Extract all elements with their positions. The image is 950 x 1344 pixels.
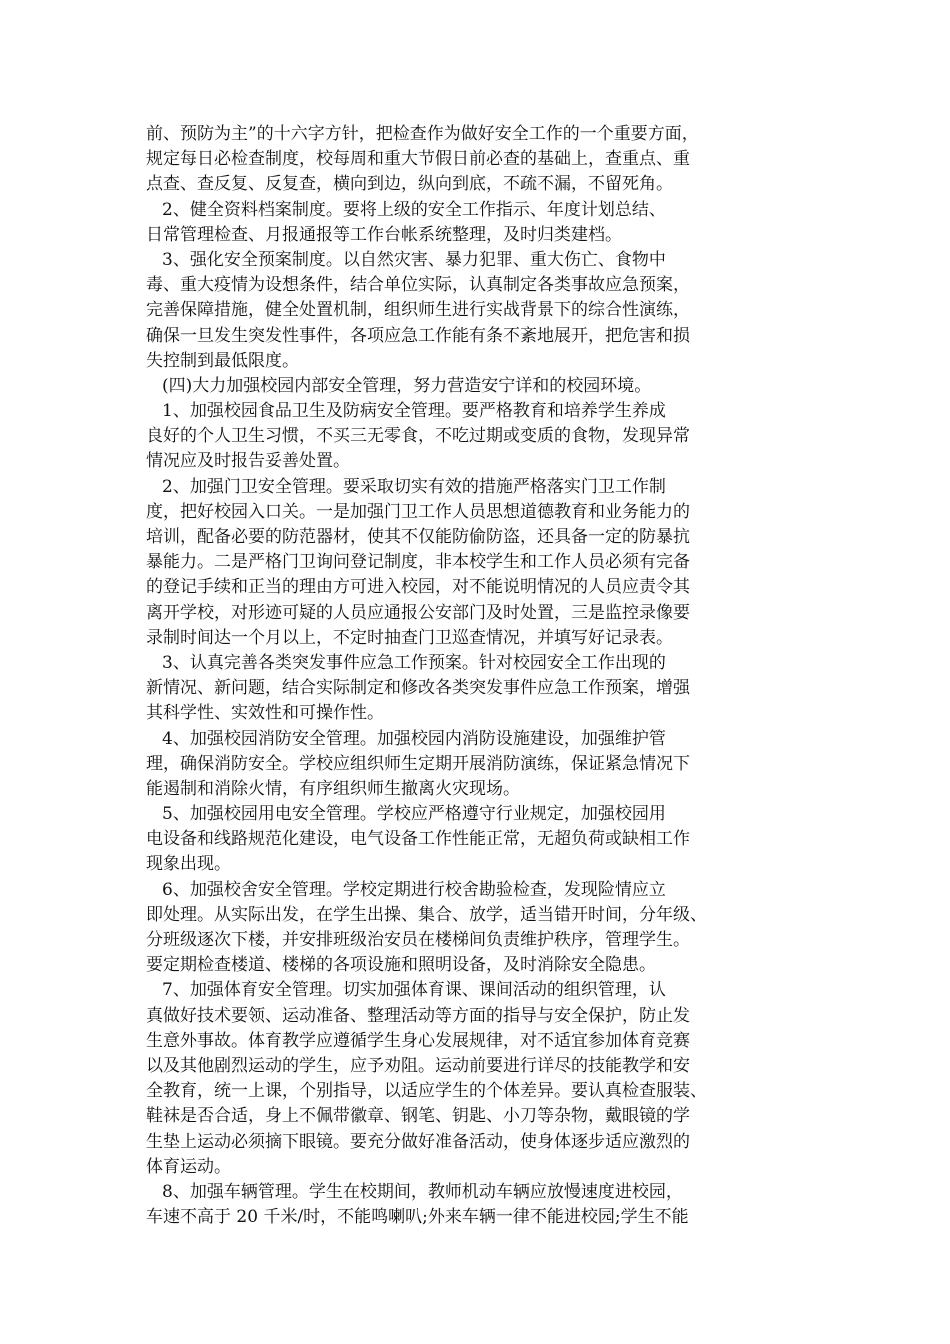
text-line: 8、加强车辆管理。学生在校期间，教师机动车辆应放慢速度进校园， [162,1181,683,1202]
text-line: 6、加强校舍安全管理。学校定期进行校舍勘验检查，发现险情应立 [162,879,666,900]
text-line: 3、认真完善各类突发事件应急工作预案。针对校园安全工作出现的 [162,652,666,673]
text-line: 真做好技术要领、运动准备、整理活动等方面的指导与安全保护，防止发 [146,1005,690,1026]
text-line: 完善保障措施，健全处置机制，组织师生进行实战背景下的综合性演练， [146,300,690,321]
document-body [146,122,786,1230]
text-line: 录制时间达一个月以上，不定时抽查门卫巡查情况，并填写好记录表。 [146,627,673,648]
text-line: 鞋袜是否合适，身上不佩带徽章、钢笔、钥匙、小刀等杂物，戴眼镜的学 [146,1106,690,1127]
text-line: 度，把好校园入口关。一是加强门卫工作人员思想道德教育和业务能力的 [146,501,690,522]
text-line: 2、加强门卫安全管理。要采取切实有效的措施严格落实门卫工作制 [162,476,666,497]
text-line: 离开学校，对形迹可疑的人员应通报公安部门及时处置，三是监控录像要 [146,602,690,623]
text-line: 良好的个人卫生习惯，不买三无零食，不吃过期或变质的食物，发现异常 [146,426,690,447]
text-line: 3、强化安全预案制度。以自然灾害、暴力犯罪、重大伤亡、食物中 [162,249,666,270]
text-line: 生垫上运动必须摘下眼镜。要充分做好准备活动，使身体逐步适应激烈的 [146,1131,690,1152]
text-line: 5、加强校园用电安全管理。学校应严格遵守行业规定，加强校园用 [162,804,666,825]
text-line: 以及其他剧烈运动的学生，应予劝阻。运动前要进行详尽的技能教学和安 [146,1055,690,1076]
text-line: 新情况、新问题，结合实际制定和修改各类突发事件应急工作预案，增强 [146,678,690,699]
text-line: 失控制到最低限度。 [146,350,299,371]
text-line: 培训，配备必要的防范器材，使其不仅能防偷防盗，还具备一定的防暴抗 [146,527,690,547]
text-line: 能遏制和消除火情，有序组织师生撤离火灾现场。 [146,778,520,799]
text-line: 2、健全资料档案制度。要将上级的安全工作指示、年度计划总结、 [162,199,666,220]
text-line: 即处理。从实际出发，在学生出操、集合、放学，适当错开时间，分年级、 [146,904,707,925]
text-line: 前、预防为主”的十六字方针，把检查作为做好安全工作的一个重要方面， [146,124,699,144]
text-line: 暴能力。二是严格门卫询问登记制度，非本校学生和工作人员必须有完备 [146,552,690,573]
text-line: 1、加强校园食品卫生及防病安全管理。要严格教育和培养学生养成 [162,401,666,422]
text-line: 分班级逐次下楼，并安排班级治安员在楼梯间负责维护秩序，管理学生。 [146,930,690,950]
text-line: 日常管理检查、月报通报等工作台帐系统整理，及时归类建档。 [146,224,622,245]
text-line: 确保一旦发生突发性事件，各项应急工作能有条不紊地展开，把危害和损 [146,325,690,346]
text-line: 的登记手续和正当的理由方可进入校园，对不能说明情况的人员应责令其 [146,577,690,598]
text-line: 7、加强体育安全管理。切实加强体育课、课间活动的组织管理，认 [162,980,666,1001]
text-line: 4、加强校园消防安全管理。加强校园内消防设施建设，加强维护管 [162,728,666,749]
text-line: 车速不高于 20 千米/时，不能鸣喇叭;外来车辆一律不能进校园;学生不能 [146,1207,689,1228]
text-line: 体育运动。 [146,1156,231,1177]
text-line: 点查、查反复、反复查，横向到边，纵向到底，不疏不漏，不留死角。 [146,174,673,195]
text-line: (四)大力加强校园内部安全管理，努力营造安宁详和的校园环境。 [162,375,652,396]
text-line: 现象出现。 [146,854,231,875]
text-line: 要定期检查楼道、楼梯的各项设施和照明设备，及时消除安全隐患。 [146,955,656,976]
text-line: 生意外事故。体育教学应遵循学生身心发展规律，对不适宜参加体育竞赛 [146,1030,690,1051]
text-line: 理，确保消防安全。学校应组织师生定期开展消防演练，保证紧急情况下 [146,753,690,774]
text-line: 情况应及时报告妥善处置。 [146,451,350,472]
text-line: 其科学性、实效性和可操作性。 [146,703,384,724]
text-line: 规定每日必检查制度，校每周和重大节假日前必查的基础上，查重点、重 [146,149,690,170]
text-line: 全教育，统一上课，个别指导，以适应学生的个体差异。要认真检查服装、 [146,1081,707,1102]
text-line: 电设备和线路规范化建设，电气设备工作性能正常，无超负荷或缺相工作 [146,829,690,850]
text-line: 毒、重大疫情为设想条件，结合单位实际，认真制定各类事故应急预案， [146,275,690,296]
